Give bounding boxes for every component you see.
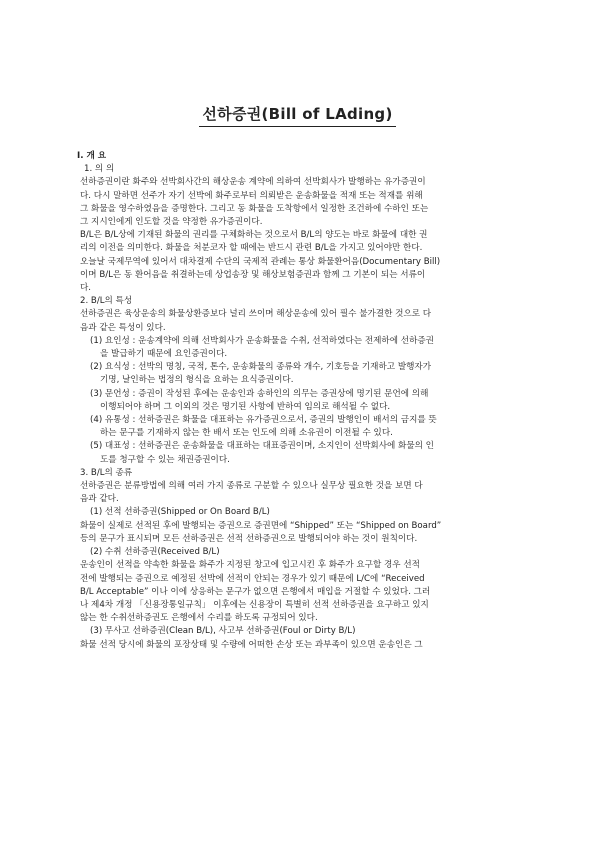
text-line: 다. 다시 말하면 선주가 자기 선박에 화주로부터 의뢰받은 운송화물을 적재 또는 적재를 위해 [80,190,423,201]
text-line: 그 지시인에게 인도할 것을 약정한 유가증권이다. [80,217,263,228]
text-line: 음과 같은 특성이 있다. [80,322,166,333]
text-line: 을 발급하기 때문에 요인증권이다. [100,349,228,360]
text-line: B/L Acceptable” 이나 이에 상응하는 문구가 없으면 은행에서 매입을 거절할 수 있었다. 그러 [80,586,431,597]
text-line: (3) 문언성 : 증권이 작성된 후에는 운송인과 송하인의 의무는 증권상에 명기된 문언에 의해 [90,388,429,399]
document-title [0,103,595,127]
text-line: (1) 요인성 : 운송계약에 의해 선박회사가 운송화물을 수취, 선적하였다는 전제하에 선하증권 [90,335,434,346]
text-line: (4) 유통성 : 선하증권은 화물을 대표하는 유가증권으로서, 증권의 발행인이 배서의 금지를 뜻 [90,415,437,426]
text-line: (1) 선적 선하증권(Shipped or On Board B/L) [90,507,270,518]
text-line: 화물 선적 당시에 화물의 포장상태 및 수량에 어떠한 손상 또는 과부족이 있으면 운송인은 그 [80,639,423,650]
text-line: 음과 같다. [80,494,119,505]
text-line: 나 제4차 개정 「신용장통일규칙」 이후에는 신용장이 특별히 선적 선하증권을 요구하고 있지 [80,599,429,610]
text-line: 2. B/L의 특성 [80,296,133,307]
text-line: 선하증권이란 화주와 선박회사간의 해상운송 계약에 의하여 선박회사가 발행하는 유가증권이 [80,177,426,188]
text-line: 운송인이 선적을 약속한 화물을 화주가 지정된 창고에 입고시킨 후 화주가 요구할 경우 선적 [80,560,420,571]
text-line: (5) 대표성 : 선하증권은 운송화물을 대표하는 대표증권이며, 소지인이 선박회사에 화물의 인 [90,441,434,452]
text-line: 다. [80,283,92,294]
text-line: 이행되어야 하며 그 이외의 것은 명기된 사항에 반하여 임의로 해석될 수 없다. [100,401,391,412]
document-title-text: 선하증권(Bill of LAding) [199,103,395,127]
text-line: 기명, 날인하는 법정의 형식을 요하는 요식증권이다. [100,375,294,386]
text-line: 도를 청구할 수 있는 채권증권이다. [100,454,230,465]
text-line: 이며 B/L은 동 환어음을 취결하는데 상업송장 및 해상보험증권과 함께 그 기본이 되는 서류이 [80,269,426,280]
text-line: 전에 발행되는 증권으로 예정된 선박에 선적이 안되는 경우가 있기 때문에 L/C에 “Received [80,573,425,584]
text-line: 1. 의 의 [84,164,115,175]
text-line: 그 화물을 영수하였음을 증명한다. 그리고 동 화물을 도착항에서 일정한 조건하에 수하인 또는 [80,203,429,214]
text-line: 오늘날 국제무역에 있어서 대차결제 수단의 국제적 관례는 통상 화물환어음(Documentary Bill) [80,256,441,267]
text-line: 선하증권은 육상운송의 화물상환증보다 널리 쓰이며 해상운송에 있어 필수 불가결한 것으로 다 [80,309,432,320]
text-line: (2) 수취 선하증권(Received B/L) [90,547,220,558]
text-line: 하는 문구를 기재하지 않는 한 배서 또는 인도에 의해 소유권이 이전될 수 있다. [100,428,393,439]
text-line: 화물이 실제로 선적된 후에 발행되는 증권으로 증권면에 “Shipped” 또는 “Shipped on Board” [80,520,442,531]
text-line: 3. B/L의 종류 [80,467,133,478]
text-line: 리의 이전을 의미한다. 화물을 처분코자 할 때에는 반드시 관련 B/L을 가지고 있어야만 한다. [80,243,423,254]
text-line: (3) 무사고 선하증권(Clean B/L), 사고부 선하증권(Foul or Dirty B/L) [90,626,356,637]
text-line: (2) 요식성 : 선박의 명칭, 국적, 톤수, 운송화물의 종류와 개수, 기호등을 기재하고 발행자가 [90,362,432,373]
text-line: 선하증권은 분류방법에 의해 여러 가지 종류로 구분할 수 있으나 실무상 필요한 것을 보면 다 [80,481,423,492]
text-line: B/L은 B/L상에 기재된 화물의 권리를 구체화하는 것으로서 B/L의 양도는 바로 화물에 대한 권 [80,230,428,241]
text-line: 등의 문구가 표시되며 모든 선하증권은 선적 선하증권으로 발행되어야 하는 것이 원칙이다. [80,533,418,544]
document-body [77,150,522,652]
section-heading: Ⅰ. 개 요 [77,151,107,161]
text-line: 않는 한 수취선하증권도 은행에서 수리를 하도록 규정되어 있다. [80,613,318,624]
